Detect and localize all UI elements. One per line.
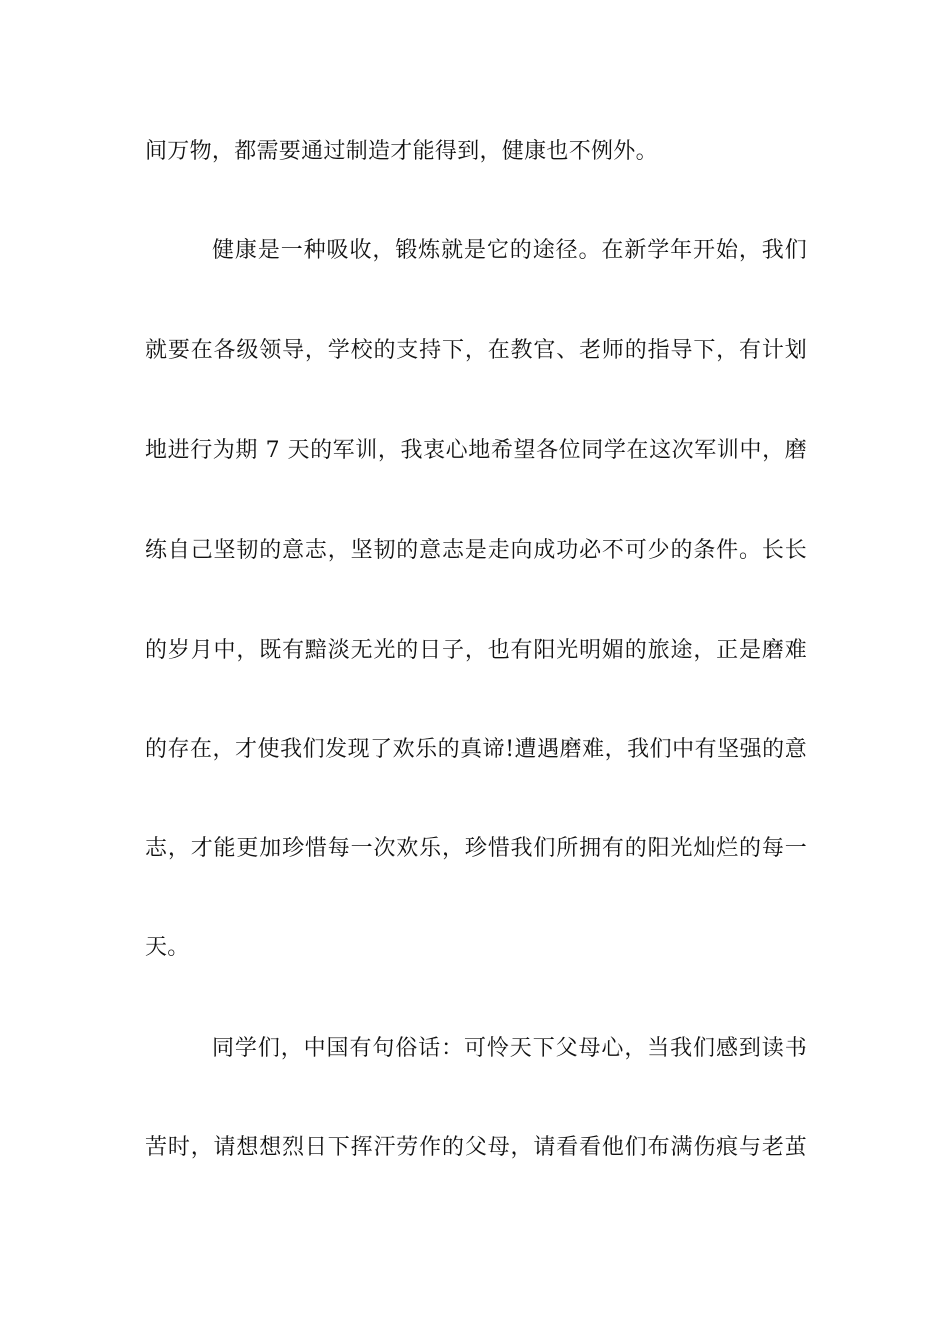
text-line: 间万物，都需要通过制造才能得到，健康也不例外。	[145, 139, 658, 164]
text-line: 志，才能更加珍惜每一次欢乐，珍惜我们所拥有的阳光灿烂的每一	[145, 836, 807, 861]
text-line: 地进行为期 7 天的军训，我衷心地希望各位同学在这次军训中，磨	[145, 438, 807, 463]
paragraph-first-line: 同学们，中国有句俗话：可怜天下父母心，当我们感到读书	[212, 1036, 807, 1061]
paragraph-first-line: 健康是一种吸收，锻炼就是它的途径。在新学年开始，我们	[212, 238, 807, 263]
text-line: 练自己坚韧的意志，坚韧的意志是走向成功必不可少的条件。长长	[145, 538, 807, 563]
text-line: 的岁月中，既有黯淡无光的日子，也有阳光明媚的旅途，正是磨难	[145, 638, 807, 663]
text-line: 就要在各级领导，学校的支持下，在教官、老师的指导下，有计划	[145, 338, 807, 363]
text-line: 天。	[145, 935, 190, 960]
text-line: 苦时，请想想烈日下挥汗劳作的父母，请看看他们布满伤痕与老茧	[145, 1135, 807, 1160]
text-line: 的存在，才使我们发现了欢乐的真谛!遭遇磨难，我们中有坚强的意	[145, 737, 807, 762]
